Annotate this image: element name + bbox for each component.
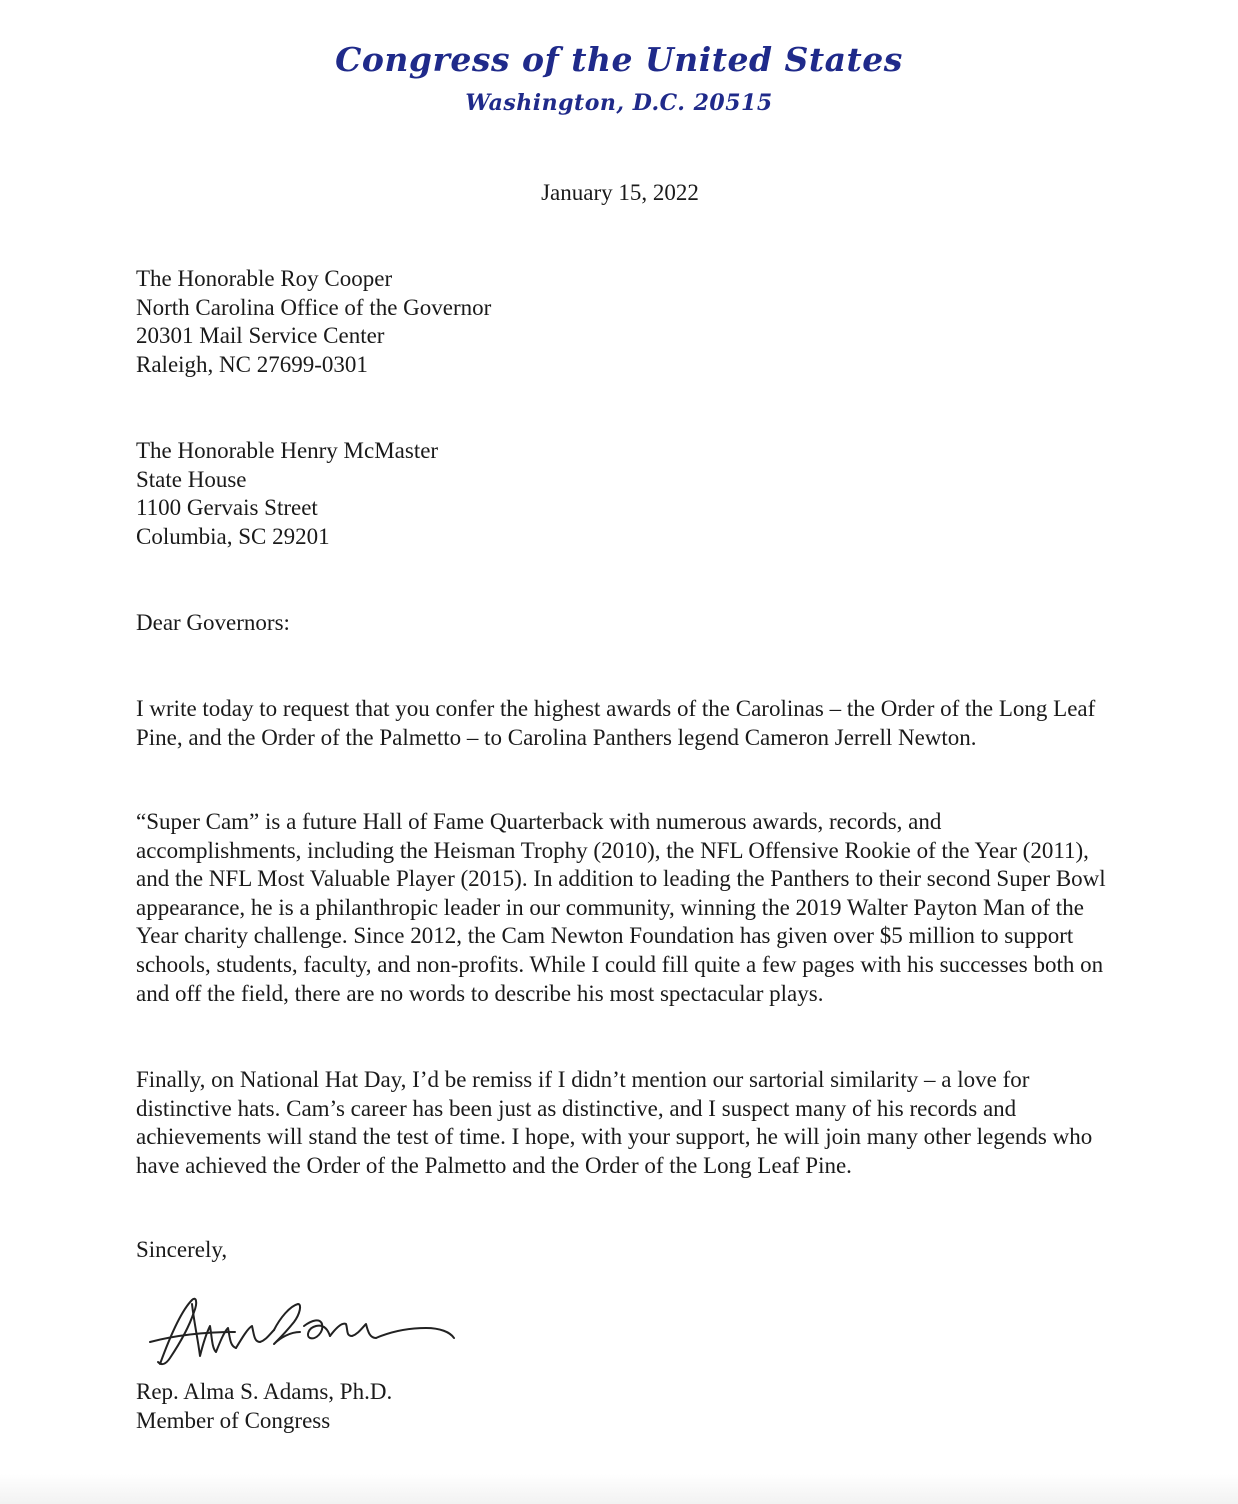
letter-date: January 15, 2022 [541, 180, 699, 205]
page-bottom-edge [0, 1474, 1238, 1504]
body-paragraph: Finally, on National Hat Day, I’d be remiss if I didn’t mention our sartorial similarity – a love for distinctive hats. Cam’s career has been just as distinctive, and I suspect many of his records and achievements will stand the test of time. I hope, with your support, he will join many other legends who have achieved the Order of the Palmetto and the Order of the Long Leaf Pine. [136, 1067, 1093, 1178]
recipient-address-block [136, 437, 1116, 551]
recipient-city: Raleigh, NC 27699-0301 [136, 351, 368, 377]
salutation: Dear Governors: [136, 610, 290, 635]
recipient-name: The Honorable Henry McMaster [136, 438, 439, 463]
signer-block [136, 1378, 1116, 1435]
letterhead-address: Washington, D.C. 20515 [465, 90, 773, 116]
letterhead-title: Congress of the United States [335, 40, 903, 79]
recipient-street: 20301 Mail Service Center [136, 323, 385, 349]
body-paragraph: I write today to request that you confer the highest awards of the Carolinas – the Order of the Long Leaf Pine, and the Order of the Palmetto – to Carolina Panthers legend Cameron Jerrell Newton. [136, 696, 1096, 750]
recipient-street: 1100 Gervais Street [136, 495, 318, 521]
recipient-office: State House [136, 466, 247, 492]
recipient-address-block [136, 265, 1116, 379]
handwritten-signature-icon [140, 1282, 480, 1382]
recipient-office: North Carolina Office of the Governor [136, 294, 492, 320]
recipient-name: The Honorable Roy Cooper [136, 266, 393, 291]
signer-title: Member of Congress [136, 1407, 331, 1433]
signer-name: Rep. Alma S. Adams, Ph.D. [136, 1379, 393, 1404]
recipient-city: Columbia, SC 29201 [136, 523, 330, 549]
body-paragraph: “Super Cam” is a future Hall of Fame Quarterback with numerous awards, records, and accomplishments, including the Heisman Trophy (2010), the NFL Offensive Rookie of the Year (2011), and the NFL Most Valuable Player (2015). In addition to leading the Panthers to their second Super Bowl appearance, he is a philanthropic leader in our community, winning the 2019 Walter Payton Man of the Year charity challenge. Since 2012, the Cam Newton Foundation has given over $5 million to support schools, students, faculty, and non-profits. While I could fill quite a few pages with his successes both on and off the field, there are no words to describe his most spectacular plays. [136, 809, 1106, 1006]
closing: Sincerely, [136, 1237, 228, 1262]
